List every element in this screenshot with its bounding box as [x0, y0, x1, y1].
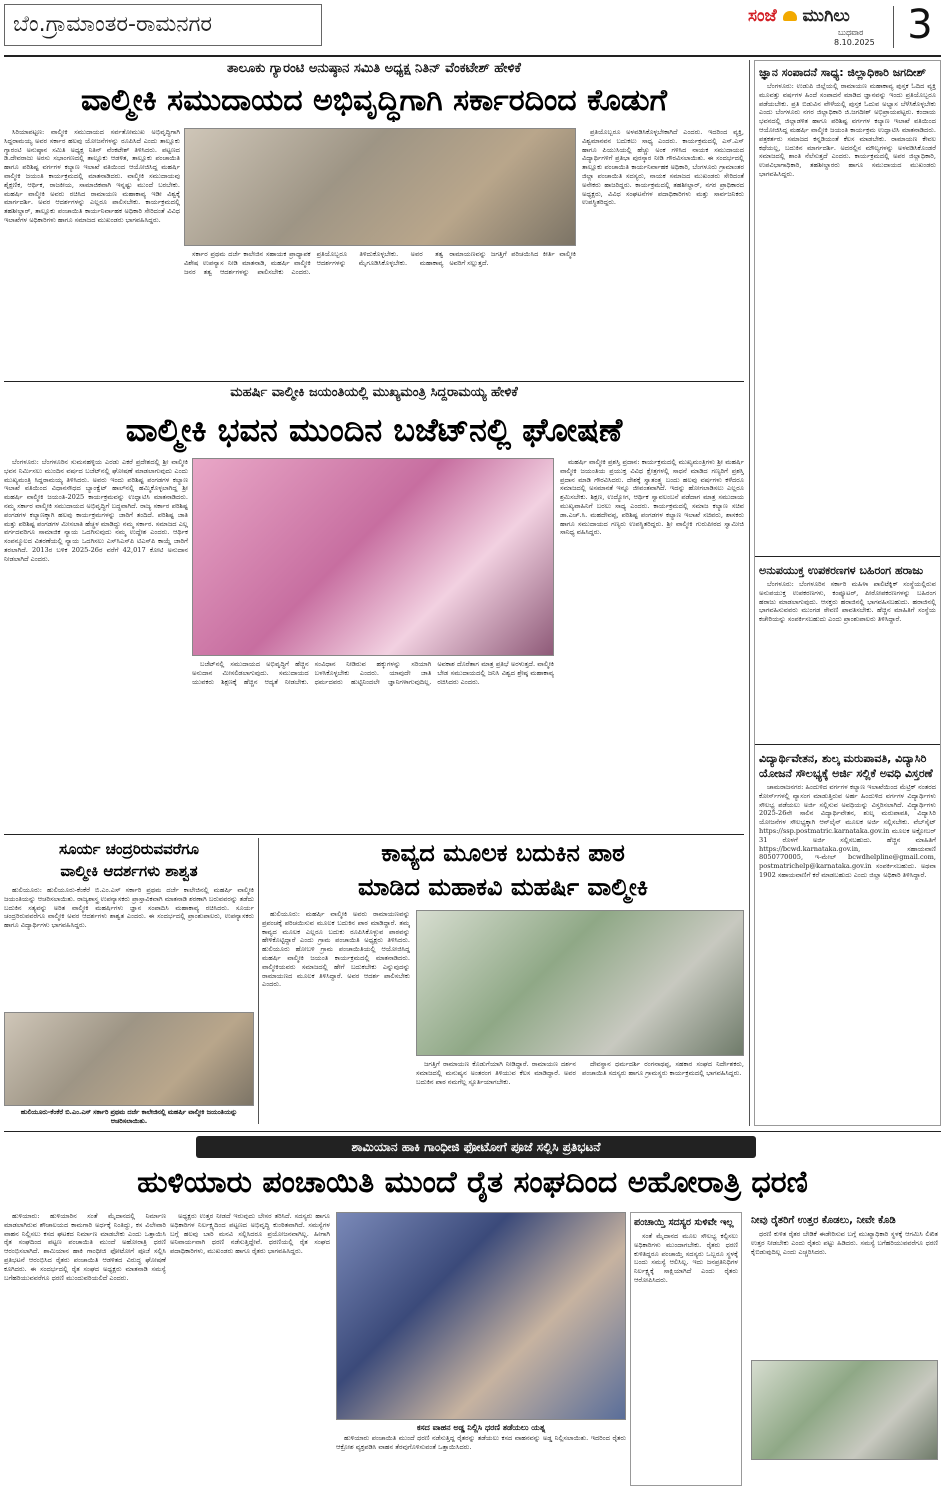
story5-body-col1	[4, 1212, 166, 1486]
story2-paragraph-under-photo: ಬಜೆಟ್‌ನಲ್ಲಿ ಸಮುದಾಯದ ಅಭಿವೃದ್ಧಿಗೆ ಹೆಚ್ಚಿನ ಅನುದಾನ ಮೀಸಲಿಡಲಾಗುವುದು. ಸಮುದಾಯದ ಯುವಕರು ಶಿಕ್ಷಣಕ್ಕೆ ಹೆಚ್ಚಿನ ಆದ್ಯತೆ ನೀಡಬೇಕು. ಸಂವಿಧಾನ ನೀಡಿರುವ ಹಕ್ಕುಗಳನ್ನು ಸರಿಯಾಗಿ ಬಳಸಿಕೊಳ್ಳಬೇಕು ಎಂದರು. ಯಾವುದೇ ಜಾತಿ ಧರ್ಮದವರು ಹುಟ್ಟಿನಿಂದಲೇ ಜ್ಞಾನಿಗಳಾಗುವುದಿಲ್ಲ. ಅವಕಾಶ ದೊರೆತಾಗ ಮಾತ್ರ ಪ್ರತಿಭೆ ಅರಳುತ್ತದೆ. ವಾಲ್ಮೀಕಿ ಬೇಡ ಸಮುದಾಯದಲ್ಲಿ ಜನಿಸಿ ವಿಶ್ವದ ಶ್ರೇಷ್ಠ ಮಹಾಕಾವ್ಯ ರಚಿಸಿದರು ಎಂದರು.	[192, 660, 554, 686]
story1-photo	[184, 128, 576, 246]
story3-headline-line2: ವಾಲ್ಮೀಕಿ ಆದರ್ಶಗಳು ಶಾಶ್ವತ	[60, 862, 198, 880]
sidebar-story-a-paragraph: ಬೆಂಗಳೂರು: ಉಡುಪಿ ಜಿಲ್ಲೆಯಲ್ಲಿ ರಾಮಾಯಣ ಮಹಾಕಾವ್ಯ ಪುಸ್ತಕ ಓದಿದ ವ್ಯಕ್ತಿ ಮೂವತ್ತು ವರ್ಷಗಳ ಹಿಂದೆ ಸಂಪಾದನೆ ಮಾಡಿದ ಜ್ಞಾನವನ್ನು ಇಂದು ಪ್ರತಿಯೊಬ್ಬರೂ ಪಡೆಯಬೇಕು. ಪ್ರತಿ ಬಿಡುವಿನ ವೇಳೆಯಲ್ಲಿ ಪುಸ್ತಕ ಓದುವ ಅಭ್ಯಾಸ ಬೆಳೆಸಿಕೊಳ್ಳಬೇಕು ಎಂದು ಬೆಂಗಳೂರು ನಗರ ಜಿಲ್ಲಾಧಿಕಾರಿ ಜಿ.ಜಗದೀಶ್ ಅಭಿಪ್ರಾಯಪಟ್ಟರು. ಕಂದಾಯ ಭವನದಲ್ಲಿ ಜಿಲ್ಲಾಡಳಿತ ಹಾಗೂ ಪರಿಶಿಷ್ಟ ವರ್ಗಗಳ ಕಲ್ಯಾಣ ಇಲಾಖೆ ವತಿಯಿಂದ ಆಯೋಜಿಸಿದ್ದ ಮಹರ್ಷಿ ವಾಲ್ಮೀಕಿ ಜಯಂತಿ ಕಾರ್ಯಕ್ರಮ ಉದ್ಘಾಟಿಸಿ ಮಾತನಾಡಿದರು. ಪತ್ರಕರ್ತರು ಸಮಾಜದ ಕನ್ನಡಿಯಂತೆ ಕೆಲಸ ಮಾಡಬೇಕು. ರಾಮಾಯಣ ಕೇವಲ ಕಥೆಯಲ್ಲ, ಬದುಕಿನ ಮಾರ್ಗದರ್ಶಿ. ಅದರಲ್ಲಿನ ಮೌಲ್ಯಗಳನ್ನು ಅಳವಡಿಸಿಕೊಂಡರೆ ಸಮಾಜದಲ್ಲಿ ಶಾಂತಿ ನೆಲೆಸುತ್ತದೆ ಎಂದರು. ಕಾರ್ಯಕ್ರಮದಲ್ಲಿ ಅಪರ ಜಿಲ್ಲಾಧಿಕಾರಿ, ಉಪವಿಭಾಗಾಧಿಕಾರಿ, ತಹಶೀಲ್ದಾರರು ಹಾಗೂ ಸಮುದಾಯದ ಮುಖಂಡರು ಭಾಗವಹಿಸಿದ್ದರು.	[759, 82, 936, 178]
masthead	[748, 4, 908, 50]
story1-rule	[4, 381, 744, 382]
story5-body-col2	[170, 1212, 330, 1486]
story5-side2-paragraph: ಧರಣಿ ಕುಳಿತ ರೈತರ ಬೇಡಿಕೆ ಈಡೇರಿಸುವ ಬಗ್ಗೆ ಮುಖ್ಯಾಧಿಕಾರಿ ಸ್ಥಳಕ್ಕೆ ಆಗಮಿಸಿ ಲಿಖಿತ ಉತ್ತರ ನೀಡಬೇಕು ಎಂದು ರೈತರು ಪಟ್ಟು ಹಿಡಿದರು. ಸಮಸ್ಯೆ ಬಗೆಹರಿಯುವವರೆಗೂ ಧರಣಿ ಕೈಬಿಡುವುದಿಲ್ಲ ಎಂದು ಎಚ್ಚರಿಸಿದರು.	[751, 1230, 938, 1256]
sidebar-rule-1	[755, 556, 940, 557]
story3-body	[4, 886, 254, 1008]
story5-top-rule	[4, 1131, 941, 1132]
story5-side-box	[630, 1212, 742, 1486]
story1-body-right	[582, 128, 744, 378]
story2-kicker: ಮಹರ್ಷಿ ವಾಲ್ಮೀಕಿ ಜಯಂತಿಯಲ್ಲಿ ಮುಖ್ಯಮಂತ್ರಿ ಸಿದ್ದರಾಮಯ್ಯ ಹೇಳಿಕೆ	[230, 385, 518, 400]
story2-paragraph-right: ಮಹರ್ಷಿ ವಾಲ್ಮೀಕಿ ಪ್ರಶಸ್ತಿ ಪ್ರದಾನ: ಕಾರ್ಯಕ್ರಮದಲ್ಲಿ ಮುಖ್ಯಮಂತ್ರಿಗಳು ಶ್ರೀ ಮಹರ್ಷಿ ವಾಲ್ಮೀಕಿ ಜಯಂತಿಯ ಪ್ರಯುಕ್ತ ವಿವಿಧ ಕ್ಷೇತ್ರಗಳಲ್ಲಿ ಸಾಧನೆ ಮಾಡಿದ ಗಣ್ಯರಿಗೆ ಪ್ರಶಸ್ತಿ ಪ್ರದಾನ ಮಾಡಿ ಗೌರವಿಸಿದರು. ದೇಶಕ್ಕೆ ಸ್ವಾತಂತ್ರ್ಯ ಬಂದು ಹಲವು ವರ್ಷಗಳು ಕಳೆದರೂ ಸಮಾಜದಲ್ಲಿ ಅಸಮಾನತೆ ಇನ್ನೂ ಜೀವಂತವಾಗಿದೆ. ಇದನ್ನು ಹೋಗಲಾಡಿಸಲು ಎಲ್ಲರೂ ಶ್ರಮಿಸಬೇಕು. ಶಿಕ್ಷಣ, ಉದ್ಯೋಗ, ಆರ್ಥಿಕ ಸ್ವಾವಲಂಬನೆ ಪಡೆದಾಗ ಮಾತ್ರ ಸಮುದಾಯ ಮುಖ್ಯವಾಹಿನಿಗೆ ಬರಲು ಸಾಧ್ಯ ಎಂದರು. ಕಾರ್ಯಕ್ರಮದಲ್ಲಿ ಸಮಾಜ ಕಲ್ಯಾಣ ಸಚಿವ ಡಾ.ಎಚ್.ಸಿ. ಮಹದೇವಪ್ಪ, ಪರಿಶಿಷ್ಟ ಪಂಗಡಗಳ ಕಲ್ಯಾಣ ಇಲಾಖೆ ಸಚಿವರು, ಶಾಸಕರು ಹಾಗೂ ಸಮುದಾಯದ ಗಣ್ಯರು ಉಪಸ್ಥಿತರಿದ್ದರು. ಶ್ರೀ ವಾಲ್ಮೀಕಿ ಗುರುಪೀಠದ ಸ್ವಾಮೀಜಿ ಸಾನಿಧ್ಯ ವಹಿಸಿದ್ದರು.	[560, 458, 744, 537]
story5-side-paragraph: ಸಂತೆ ಮೈದಾನದ ಮೂಲ ಸೌಲಭ್ಯ ಕಲ್ಪಿಸಲು ಅಧಿಕಾರಿಗಳು ಮುಂದಾಗಬೇಕು. ರೈತರು ಧರಣಿ ಕುಳಿತಿದ್ದರೂ ಪಂಚಾಯ್ತಿ ಸದಸ್ಯರು ಒಬ್ಬರೂ ಸ್ಥಳಕ್ಕೆ ಬಂದು ಸಮಸ್ಯೆ ಆಲಿಸಿಲ್ಲ. ಇದು ಜನಪ್ರತಿನಿಧಿಗಳ ನಿರ್ಲಕ್ಷ್ಯಕ್ಕೆ ಸಾಕ್ಷಿಯಾಗಿದೆ ಎಂದು ರೈತರು ಆರೋಪಿಸಿದರು.	[634, 1232, 738, 1284]
sidebar-divider	[749, 60, 750, 1126]
issue-day: ಬುಧವಾರ	[838, 28, 864, 37]
story1-headline: ವಾಲ್ಮೀಕಿ ಸಮುದಾಯದ ಅಭಿವೃದ್ಧಿಗಾಗಿ ಸರ್ಕಾರದಿಂದ ಕೊಡುಗೆ	[80, 83, 668, 118]
story2-headline: ವಾಲ್ಮೀಕಿ ಭವನ ಮುಂದಿನ ಬಜೆಟ್‌ನಲ್ಲಿ ಘೋಷಣೆ	[125, 411, 623, 449]
story2-paragraph-left: ಬೆಂಗಳೂರು: ಬೆಂಗಳೂರಿನ ಸುಮನಹಳ್ಳಿಯ ಎರಡು ಎಕರೆ ಪ್ರದೇಶದಲ್ಲಿ ಶ್ರೀ ವಾಲ್ಮೀಕಿ ಭವನ ನಿರ್ಮಿಸಲು ಮುಂದಿನ ವರ್ಷದ ಬಜೆಟ್‌ನಲ್ಲಿ ಘೋಷಣೆ ಮಾಡಲಾಗುವುದು ಎಂದು ಮುಖ್ಯಮಂತ್ರಿ ಸಿದ್ದರಾಮಯ್ಯ ತಿಳಿಸಿದರು. ಅವರು ಇಂದು ಪರಿಶಿಷ್ಟ ಪಂಗಡಗಳ ಕಲ್ಯಾಣ ಇಲಾಖೆ ವತಿಯಿಂದ ವಿಧಾನಸೌಧದ ಬ್ಯಾಂಕ್ವೆಟ್ ಹಾಲ್‌ನಲ್ಲಿ ಹಮ್ಮಿಕೊಳ್ಳಲಾಗಿದ್ದ ಶ್ರೀ ಮಹರ್ಷಿ ವಾಲ್ಮೀಕಿ ಜಯಂತಿ-2025 ಕಾರ್ಯಕ್ರಮವನ್ನು ಉದ್ಘಾಟಿಸಿ ಮಾತನಾಡಿದರು. ನಮ್ಮ ಸರ್ಕಾರ ವಾಲ್ಮೀಕಿ ಸಮುದಾಯದ ಅಭಿವೃದ್ಧಿಗೆ ಬದ್ಧವಾಗಿದೆ. ರಾಜ್ಯ ಸರ್ಕಾರ ಪರಿಶಿಷ್ಟ ಪಂಗಡಗಳ ಕಲ್ಯಾಣಕ್ಕಾಗಿ ಹಲವು ಕಾರ್ಯಕ್ರಮಗಳನ್ನು ಜಾರಿಗೆ ತಂದಿದೆ. ಪರಿಶಿಷ್ಟ ಜಾತಿ ಮತ್ತು ಪರಿಶಿಷ್ಟ ಪಂಗಡಗಳ ಮೀಸಲಾತಿ ಹೆಚ್ಚಳ ಮಾಡಿದ್ದು ನಮ್ಮ ಸರ್ಕಾರ. ಸಮಾಜದ ಎಲ್ಲ ವರ್ಗದವರಿಗೂ ಸಾಮಾಜಿಕ ನ್ಯಾಯ ಒದಗಿಸುವುದು ನಮ್ಮ ಉದ್ದೇಶ ಎಂದರು. ಆರ್ಥಿಕ ಸಂಪನ್ಮೂಲದ ವಿತರಣೆಯಲ್ಲಿ ನ್ಯಾಯ ಒದಗಿಸಲು ಎಸ್‌ಸಿಎಸ್‌ಪಿ ಟಿಎಸ್‌ಪಿ ಕಾಯ್ದೆ ಜಾರಿಗೆ ತರಲಾಗಿದೆ. 2013ರ ಬಳಿಕ 2025-26ರ ವರೆಗೆ 42,017 ಕೋಟಿ ಅನುದಾನ ನೀಡಲಾಗಿದೆ ಎಂದರು.	[4, 458, 188, 563]
story3-divider	[258, 838, 259, 1124]
story4-photo	[416, 910, 744, 1056]
sidebar-story-b-title: ಅನುಪಯುಕ್ತ ಉಪಕರಣಗಳ ಬಹಿರಂಗ ಹರಾಜು	[759, 564, 924, 577]
story4-headline-line2: ಮಾಡಿದ ಮಹಾಕವಿ ಮಹರ್ಷಿ ವಾಲ್ಮೀಕಿ	[358, 873, 648, 901]
story2-body-right	[560, 458, 744, 830]
sidebar-story-b-body	[755, 580, 940, 740]
story5-side2-body	[748, 1230, 941, 1356]
story1-paragraph-right: ಪ್ರತಿಯೊಬ್ಬರೂ ಅಳವಡಿಸಿಕೊಳ್ಳಬೇಕಾಗಿದೆ ಎಂದರು. ಇದರಿಂದ ವ್ಯಕ್ತಿ, ವಿಶ್ವಮಾನವನ ಬದುಕಲು ಸಾಧ್ಯ ಎಂದರು. ಕಾರ್ಯಕ್ರಮದಲ್ಲಿ ಎಸ್.ಎಸ್ ಹಾಗೂ ಪಿಯುಸಿಯಲ್ಲಿ ಹೆಚ್ಚು ಅಂಕ ಗಳಿಸಿದ ನಾಯಕ ಸಮುದಾಯದ ವಿದ್ಯಾರ್ಥಿಗಳಿಗೆ ಪ್ರತಿಭಾ ಪುರಸ್ಕಾರ ನೀಡಿ ಗೌರವಿಸಲಾಯಿತು. ಈ ಸಂದರ್ಭದಲ್ಲಿ ತಾಲ್ಲೂಕು ಪಂಚಾಯಿತಿ ಕಾರ್ಯನಿರ್ವಾಹಕ ಅಧಿಕಾರಿ, ಬೆಂಗಳೂರು ಗ್ರಾಮಾಂತರ ಜಿಲ್ಲಾ ಪಂಚಾಯಿತಿ ಸದಸ್ಯರು, ನಾಯಕ ಸಮಾಜದ ಮುಖಂಡರು ಸೇರಿದಂತೆ ಅನೇಕರು ಹಾಜರಿದ್ದರು. ಕಾರ್ಯಕ್ರಮದಲ್ಲಿ ತಹಶೀಲ್ದಾರ್, ನಗರ ಪ್ರಾಧಿಕಾರದ ಅಧ್ಯಕ್ಷರು, ವಿವಿಧ ಸಂಘಟನೆಗಳ ಪದಾಧಿಕಾರಿಗಳು ಮತ್ತು ಸಾರ್ವಜನಿಕರು ಉಪಸ್ಥಿತರಿದ್ದರು.	[582, 128, 744, 207]
story2-photo	[192, 458, 554, 656]
sidebar-story-c-title: ವಿದ್ಯಾರ್ಥಿವೇತನ, ಶುಲ್ಕ ಮರುಪಾವತಿ, ವಿದ್ಯಾಸಿರಿ ಯೋಜನೆ ಸೌಲಭ್ಯಕ್ಕೆ ಅರ್ಜಿ ಸಲ್ಲಿಕೆ ಅವಧಿ ವಿಸ್ತರಣೆ	[759, 752, 933, 780]
sidebar-story-c-paragraph: ಚಾಮರಾಜನಗರ: ಹಿಂದುಳಿದ ವರ್ಗಗಳ ಕಲ್ಯಾಣ ಇಲಾಖೆಯಿಂದ ಮೆಟ್ರಿಕ್ ನಂತರದ ಕೋರ್ಸ್‌ಗಳಲ್ಲಿ ವ್ಯಾಸಂಗ ಮಾಡುತ್ತಿರುವ ಅರ್ಹ ಹಿಂದುಳಿದ ವರ್ಗಗಳ ವಿದ್ಯಾರ್ಥಿಗಳು ಸೌಲಭ್ಯ ಪಡೆಯಲು ಅರ್ಜಿ ಸಲ್ಲಿಸುವ ಅವಧಿಯನ್ನು ವಿಸ್ತರಿಸಲಾಗಿದೆ. ವಿದ್ಯಾರ್ಥಿಗಳು 2025-26ನೇ ಸಾಲಿನ ವಿದ್ಯಾರ್ಥಿವೇತನ, ಶುಲ್ಕ ಮರುಪಾವತಿ, ವಿದ್ಯಾಸಿರಿ ಯೋಜನೆಗಳ ಸೌಲಭ್ಯಕ್ಕಾಗಿ ಆನ್‌ಲೈನ್ ಮೂಲಕ ಅರ್ಜಿ ಸಲ್ಲಿಸಬೇಕು. ವೆಬ್‌ಸೈಟ್ https://ssp.postmatric.karnataka.gov.in ಮೂಲಕ ಅಕ್ಟೋಬರ್ 31 ರೊಳಗೆ ಅರ್ಜಿ ಸಲ್ಲಿಸಬಹುದು. ಹೆಚ್ಚಿನ ಮಾಹಿತಿಗೆ https://bcwd.karnataka.gov.in, ಸಹಾಯವಾಣಿ 8050770005, ಇ-ಮೇಲ್ bcwdhelpline@gmail.com, postmatrichelp@karnataka.gov.in ಸಂಪರ್ಕಿಸಬಹುದು. ಅಥವಾ 1902 ಸಹಾಯವಾಣಿಗೆ ಕರೆ ಮಾಡಬಹುದು ಎಂದು ಜಿಲ್ಲಾ ಅಧಿಕಾರಿ ತಿಳಿಸಿದ್ದಾರೆ.	[759, 783, 936, 879]
sidebar-story-b-paragraph: ಬೆಂಗಳೂರು: ಬೆಂಗಳೂರಿನ ಸರ್ಕಾರಿ ಮಹಿಳಾ ಪಾಲಿಟೆಕ್ನಿಕ್ ಸಂಸ್ಥೆಯಲ್ಲಿರುವ ಅನುಪಯುಕ್ತ ಉಪಕರಣಗಳು, ಕಂಪ್ಯೂಟರ್, ಪೀಠೋಪಕರಣಗಳನ್ನು ಬಹಿರಂಗ ಹರಾಜು ಮಾಡಲಾಗುವುದು. ಆಸಕ್ತರು ಹರಾಜಿನಲ್ಲಿ ಭಾಗವಹಿಸಬಹುದು. ಹರಾಜಿನಲ್ಲಿ ಭಾಗವಹಿಸುವವರು ಮುಂಗಡ ಠೇವಣಿ ಪಾವತಿಸಬೇಕು. ಹೆಚ್ಚಿನ ಮಾಹಿತಿಗೆ ಸಂಸ್ಥೆಯ ಕಚೇರಿಯನ್ನು ಸಂಪರ್ಕಿಸಬಹುದು ಎಂದು ಪ್ರಾಂಶುಪಾಲರು ತಿಳಿಸಿದ್ದಾರೆ.	[759, 580, 936, 624]
sidebar-story-a-body	[755, 82, 940, 552]
story1-paragraph-under-photo: ಸರ್ಕಾರ ಪ್ರಥಮ ದರ್ಜೆ ಕಾಲೇಜಿನ ಸಹಾಯಕ ಪ್ರಾಧ್ಯಾಪಕ ವಿಶೇಷ ಉಪನ್ಯಾಸ ನೀಡಿ ಮಾತನಾಡಿ, ಮಹರ್ಷಿ ವಾಲ್ಮೀಕಿ ಜನರ ತತ್ವ ಆದರ್ಶಗಳನ್ನು ಪಾಲಿಸಬೇಕು ಎಂದರು. ಪ್ರತಿಯೊಬ್ಬರೂ ತಿಳಿದುಕೊಳ್ಳಬೇಕು. ಅವರ ತತ್ವ ಆದರ್ಶಗಳನ್ನು ಮೈಗೂಡಿಸಿಕೊಳ್ಳಬೇಕು. ಮಹಾಕಾವ್ಯ ರಾಮಾಯಣವನ್ನು ಜಗತ್ತಿಗೆ ಪರಿಚಯಿಸಿದ ಕೀರ್ತಿ ವಾಲ್ಮೀಕಿ ಅವರಿಗೆ ಸಲ್ಲುತ್ತದೆ.	[184, 250, 576, 276]
story3-photo	[4, 1012, 254, 1106]
header-divider	[893, 6, 894, 48]
masthead-logo	[748, 6, 898, 28]
story4-paragraph-left: ಹುಲಿಯೂರು: ಮಹರ್ಷಿ ವಾಲ್ಮೀಕಿ ಅವರು ರಾಮಾಯಣವನ್ನು ಪ್ರಪಂಚಕ್ಕೆ ಪರಿಚಯಿಸುವ ಮೂಲಕ ಬದುಕಿನ ಪಾಠ ಮಾಡಿದ್ದಾರೆ. ತಮ್ಮ ಕಾವ್ಯದ ಮೂಲಕ ಎಲ್ಲರೂ ಬದುಕು ರೂಪಿಸಿಕೊಳ್ಳುವ ಪಾಠವನ್ನು ಹೇಳಿಕೊಟ್ಟಿದ್ದಾರೆ ಎಂದು ಗ್ರಾಮ ಪಂಚಾಯಿತಿ ಅಧ್ಯಕ್ಷರು ತಿಳಿಸಿದರು. ಹುಲಿಯೂರು ಹೋಬಳಿ ಗ್ರಾಮ ಪಂಚಾಯಿತಿಯಲ್ಲಿ ಆಯೋಜಿಸಿದ್ದ ಮಹರ್ಷಿ ವಾಲ್ಮೀಕಿ ಜಯಂತಿ ಕಾರ್ಯಕ್ರಮದಲ್ಲಿ ಮಾತನಾಡಿದರು. ವಾಲ್ಮೀಕಿಯವರು ಸಮಾಜದಲ್ಲಿ ಹೇಗೆ ಬದುಕಬೇಕು ಎನ್ನುವುದನ್ನು ರಾಮಾಯಣದ ಮೂಲಕ ತಿಳಿಸಿದ್ದಾರೆ. ಅವರ ಆದರ್ಶ ಪಾಲಿಸಬೇಕು ಎಂದರು.	[262, 910, 410, 989]
story3-headline-line1: ಸೂರ್ಯ ಚಂದ್ರರಿರುವವರೆಗೂ	[59, 840, 199, 858]
issue-date: 8.10.2025	[834, 38, 875, 47]
story2-body-left	[4, 458, 188, 830]
story5-side2-photo	[751, 1360, 938, 1460]
story5-headline: ಹುಳಿಯಾರು ಪಂಚಾಯಿತಿ ಮುಂದೆ ರೈತ ಸಂಘದಿಂದ ಅಹೋರಾತ್ರಿ ಧರಣಿ	[137, 1165, 808, 1200]
header-rule	[4, 55, 941, 57]
story5-photo	[336, 1212, 626, 1420]
story5-side-body	[631, 1232, 741, 1464]
sun-cloud-icon	[783, 11, 797, 21]
story1-body-under-photo	[184, 250, 576, 378]
sidebar-story-c-body	[755, 783, 940, 1083]
story3-paragraph: ಹುಲಿಯೂರು: ಹುಲಿಯೂರು-ಕೆಂಕೆರೆ ಬಿ.ಎಂ.ಎಸ್ ಸರ್ಕಾರಿ ಪ್ರಥಮ ದರ್ಜೆ ಕಾಲೇಜಿನಲ್ಲಿ ಮಹರ್ಷಿ ವಾಲ್ಮೀಕಿ ಜಯಂತಿಯನ್ನು ಆಚರಿಸಲಾಯಿತು. ರಾಜ್ಯಶಾಸ್ತ್ರ ಉಪನ್ಯಾಸಕರು ಪ್ರಾಸ್ತಾವಿಕವಾಗಿ ಮಾತನಾಡಿ ಶರಣಾಗಿ ಬರುವವರನ್ನು ತಡೆದು ಬದುಕಿನ ಸತ್ಯವನ್ನು ಅರಿತ ವಾಲ್ಮೀಕಿ ಮಹರ್ಷಿಗಳು ಜ್ಞಾನ ಸಂಪಾದಿಸಿ ಮಹಾಕಾವ್ಯ ರಚಿಸಿದರು. ಸೂರ್ಯ ಚಂದ್ರರಿರುವವರೆಗೂ ವಾಲ್ಮೀಕಿ ಅವರ ಆದರ್ಶಗಳು ಶಾಶ್ವತ ಎಂದರು. ಈ ಸಂದರ್ಭದಲ್ಲಿ ಪ್ರಾಂಶುಪಾಲರು, ಉಪನ್ಯಾಸಕರು ಹಾಗೂ ವಿದ್ಯಾರ್ಥಿಗಳು ಭಾಗವಹಿಸಿದ್ದರು.	[4, 886, 254, 930]
masthead-part-a: ಸಂಜೆ	[748, 6, 777, 26]
story5-photo-caption-body	[336, 1434, 626, 1486]
story4-paragraph-under-photo: ಜಗತ್ತಿಗೆ ರಾಮಾಯಣ ಕೊಡುಗೆಯಾಗಿ ನೀಡಿದ್ದಾರೆ. ರಾಮಾಯಣ ದರ್ಶನ ಸಮಾಜದಲ್ಲಿ ಮನುಷ್ಯನ ಅಂತರಂಗ ತಿಳಿಯುವ ಕೆಲಸ ಮಾಡಿದ್ದಾರೆ. ಅವರ ಬದುಕಿನ ಪಾಠ ನಮಗೆಲ್ಲ ಸ್ಫೂರ್ತಿಯಾಗಬೇಕು.	[416, 1060, 576, 1086]
story5-side-title: ಪಂಚಾಯ್ತಿ ಸದಸ್ಯರ ಸುಳಿವೇ ಇಲ್ಲ	[634, 1217, 734, 1228]
story1-body-left	[4, 128, 180, 378]
story5-paragraph-col1: ಹುಳಿಯಾರು: ಹುಳಿಯಾರಿನ ಸಂತೆ ಮೈದಾನದಲ್ಲಿ ನಿರ್ಮಾಣ ಮಾಡಲಾಗಿರುವ ಶೌಚಾಲಯದ ಕಾಮಗಾರಿ ಅರ್ಧಕ್ಕೆ ನಿಂತಿದ್ದು, ಕಸ ವಿಲೇವಾರಿ ವಾಹನ ನಿಲ್ಲಿಸಲು ಕಸದ ಘಟಕದ ನಿರ್ಮಾಣ ಮಾಡಬೇಕು ಎಂದು ಒತ್ತಾಯಿಸಿ ರೈತ ಸಂಘದಿಂದ ಪಟ್ಟಣ ಪಂಚಾಯಿತಿ ಮುಂದೆ ಅಹೋರಾತ್ರಿ ಧರಣಿ ಆರಂಭಿಸಲಾಗಿದೆ. ಶಾಮಿಯಾನ ಹಾಕಿ ಗಾಂಧೀಜಿ ಫೋಟೋಗೆ ಪೂಜೆ ಸಲ್ಲಿಸಿ ಪ್ರತಿಭಟನೆ ಆರಂಭಿಸಿದ ರೈತರು ಪಂಚಾಯಿತಿ ಆಡಳಿತದ ವಿರುದ್ಧ ಘೋಷಣೆ ಕೂಗಿದರು. ಈ ಸಂದರ್ಭದಲ್ಲಿ ರೈತ ಸಂಘದ ಅಧ್ಯಕ್ಷರು ಮಾತನಾಡಿ ಸಮಸ್ಯೆ ಬಗೆಹರಿಯುವವರೆಗೂ ಧರಣಿ ಮುಂದುವರಿಯಲಿದೆ ಎಂದರು.	[4, 1212, 166, 1282]
masthead-part-b: ಮುಗಿಲು	[802, 6, 850, 26]
sidebar-story-a-title: ಜ್ಞಾನ ಸಂಪಾದನೆ ಸಾಧ್ಯ: ಜಿಲ್ಲಾಧಿಕಾರಿ ಜಗದೀಶ್	[759, 66, 926, 79]
page-number: 3	[907, 2, 933, 48]
story2-rule	[4, 834, 744, 835]
story4-body-under-photo	[416, 1060, 576, 1126]
story5-paragraph-col2: ಅಧ್ಯಕ್ಷರು ಉತ್ತರ ನೀಡದೆ ಇರುವುದು ಬೇಸರ ತರಿಸಿದೆ. ಸದಸ್ಯರು ಹಾಗೂ ಅಧಿಕಾರಿಗಳ ನಿರ್ಲಕ್ಷ್ಯದಿಂದ ಪಟ್ಟಣದ ಅಭಿವೃದ್ಧಿ ಕುಂಠಿತವಾಗಿದೆ. ಸಮಸ್ಯೆಗಳ ಬಗ್ಗೆ ಹಲವು ಬಾರಿ ಮನವಿ ಸಲ್ಲಿಸಿದರೂ ಪ್ರಯೋಜನವಾಗಿಲ್ಲ. ಹೀಗಾಗಿ ಅನಿವಾರ್ಯವಾಗಿ ಧರಣಿ ನಡೆಸುತ್ತಿದ್ದೇವೆ. ಧರಣಿಯಲ್ಲಿ ರೈತ ಸಂಘದ ಪದಾಧಿಕಾರಿಗಳು, ಮುಖಂಡರು ಹಾಗೂ ರೈತರು ಭಾಗವಹಿಸಿದ್ದರು.	[170, 1212, 330, 1256]
section-header	[4, 4, 322, 46]
story4-body-right	[582, 1060, 744, 1126]
story4-headline-line1: ಕಾವ್ಯದ ಮೂಲಕ ಬದುಕಿನ ಪಾಠ	[381, 839, 625, 867]
story4-paragraph-right: ದೇವಸ್ಥಾನ ಧರ್ಮದರ್ಶಿ ರಂಗನಾಥಪ್ಪ, ಸಹಕಾರ ಸಂಘದ ನಿರ್ದೇಶಕರು, ಪಂಚಾಯಿತಿ ಸದಸ್ಯರು ಹಾಗೂ ಗ್ರಾಮಸ್ಥರು ಕಾರ್ಯಕ್ರಮದಲ್ಲಿ ಭಾಗವಹಿಸಿದ್ದರು.	[582, 1060, 744, 1077]
sidebar-rule-2	[755, 744, 940, 745]
story5-side2-title: ನೀವು ರೈತರಿಗೆ ಉತ್ತರ ಕೊಡಲು, ನೀವೇ ಕೊಡಿ	[751, 1215, 896, 1226]
story5-banner	[196, 1136, 756, 1158]
story5-photo-caption-paragraph: ಹುಳಿಯಾರು ಪಂಚಾಯಿತಿ ಮುಂದೆ ಧರಣಿ ನಡೆಸುತ್ತಿದ್ದ ರೈತರನ್ನು ತಡೆಯಲು ಕಸದ ವಾಹನವನ್ನು ಅಡ್ಡ ನಿಲ್ಲಿಸಲಾಯಿತು. ಇದರಿಂದ ರೈತರು ಆಕ್ರೋಶ ವ್ಯಕ್ತಪಡಿಸಿ ವಾಹನ ತೆರವುಗೊಳಿಸುವಂತೆ ಒತ್ತಾಯಿಸಿದರು.	[336, 1434, 626, 1451]
story5-photo-caption: ಕಸದ ವಾಹನ ಅಡ್ಡ ನಿಲ್ಲಿಸಿ ಧರಣಿ ತಡೆಯಲು ಯತ್ನ	[416, 1423, 546, 1432]
sidebar	[754, 60, 941, 1126]
story1-kicker: ತಾಲೂಕು ಗ್ಯಾರಂಟಿ ಅನುಷ್ಠಾನ ಸಮಿತಿ ಅಧ್ಯಕ್ಷ ನಿತಿನ್ ವೆಂಕಟೇಶ್ ಹೇಳಿಕೆ	[227, 61, 521, 76]
story5-side2-box	[748, 1212, 941, 1486]
story1-paragraph-left: ಸಿರಿಯಾಪಟ್ಟಣ: ವಾಲ್ಮೀಕಿ ಸಮುದಾಯದ ಸರ್ವತೋಮುಖ ಅಭಿವೃದ್ಧಿಗಾಗಿ ಸಿದ್ದರಾಮಯ್ಯ ಅವರ ಸರ್ಕಾರ ಹಲವು ಯೋಜನೆಗಳನ್ನು ರೂಪಿಸಿದೆ ಎಂದು ತಾಲ್ಲೂಕು ಗ್ಯಾರಂಟಿ ಅನುಷ್ಠಾನ ಸಮಿತಿ ಅಧ್ಯಕ್ಷ ನಿತಿನ್ ವೆಂಕಟೇಶ್ ತಿಳಿಸಿದರು. ಪಟ್ಟಣದ ಡಿ.ದೇವರಾಜು ಅರಸು ಸಭಾಂಗಣದಲ್ಲಿ ತಾಲ್ಲೂಕು ಆಡಳಿತ, ತಾಲ್ಲೂಕು ಪಂಚಾಯಿತಿ ಹಾಗೂ ಪರಿಶಿಷ್ಟ ವರ್ಗಗಳ ಕಲ್ಯಾಣ ಇಲಾಖೆ ವತಿಯಿಂದ ಆಯೋಜಿಸಿದ್ದ ಮಹರ್ಷಿ ವಾಲ್ಮೀಕಿ ಜಯಂತಿ ಕಾರ್ಯಕ್ರಮದಲ್ಲಿ ಮಾತನಾಡಿದರು. ವಾಲ್ಮೀಕಿ ಸಮುದಾಯವು ಶೈಕ್ಷಣಿಕ, ಆರ್ಥಿಕ, ರಾಜಕೀಯ, ಸಾಮಾಜಿಕವಾಗಿ ಇನ್ನಷ್ಟು ಮುಂದೆ ಬರಬೇಕು. ಮಹರ್ಷಿ ವಾಲ್ಮೀಕಿ ಅವರು ರಚಿಸಿದ ರಾಮಾಯಣ ಮಹಾಕಾವ್ಯ ಇಡೀ ವಿಶ್ವಕ್ಕೆ ಮಾರ್ಗದರ್ಶಿ. ಅವರ ಆದರ್ಶಗಳನ್ನು ಎಲ್ಲರೂ ಪಾಲಿಸಬೇಕು. ಕಾರ್ಯಕ್ರಮದಲ್ಲಿ ತಹಶೀಲ್ದಾರ್, ತಾಲ್ಲೂಕು ಪಂಚಾಯಿತಿ ಕಾರ್ಯನಿರ್ವಾಹಕ ಅಧಿಕಾರಿ ಸೇರಿದಂತೆ ವಿವಿಧ ಇಲಾಖೆಗಳ ಅಧಿಕಾರಿಗಳು ಹಾಗೂ ಸಮಾಜದ ಮುಖಂಡರು ಭಾಗವಹಿಸಿದ್ದರು.	[4, 128, 180, 224]
story4-body-left	[262, 910, 410, 1126]
story2-body-under-photo	[192, 660, 554, 830]
story3-caption: ಹುಲಿಯೂರು-ಕೆಂಕೆರೆ ಬಿ.ಎಂ.ಎಸ್ ಸರ್ಕಾರಿ ಪ್ರಥಮ ದರ್ಜೆ ಕಾಲೇಜಿನಲ್ಲಿ ಮಹರ್ಷಿ ವಾಲ್ಮೀಕಿ ಜಯಂತಿಯನ್ನು ಆಚರಿಸಲಾಯಿತು.	[20, 1108, 238, 1125]
story5-banner-text: ಶಾಮಿಯಾನ ಹಾಕಿ ಗಾಂಧೀಜಿ ಫೋಟೋಗೆ ಪೂಜೆ ಸಲ್ಲಿಸಿ ಪ್ರತಿಭಟನೆ	[351, 1140, 601, 1154]
section-title: ಬೆಂ.ಗ್ರಾಮಾಂತರ-ರಾಮನಗರ	[13, 12, 213, 37]
